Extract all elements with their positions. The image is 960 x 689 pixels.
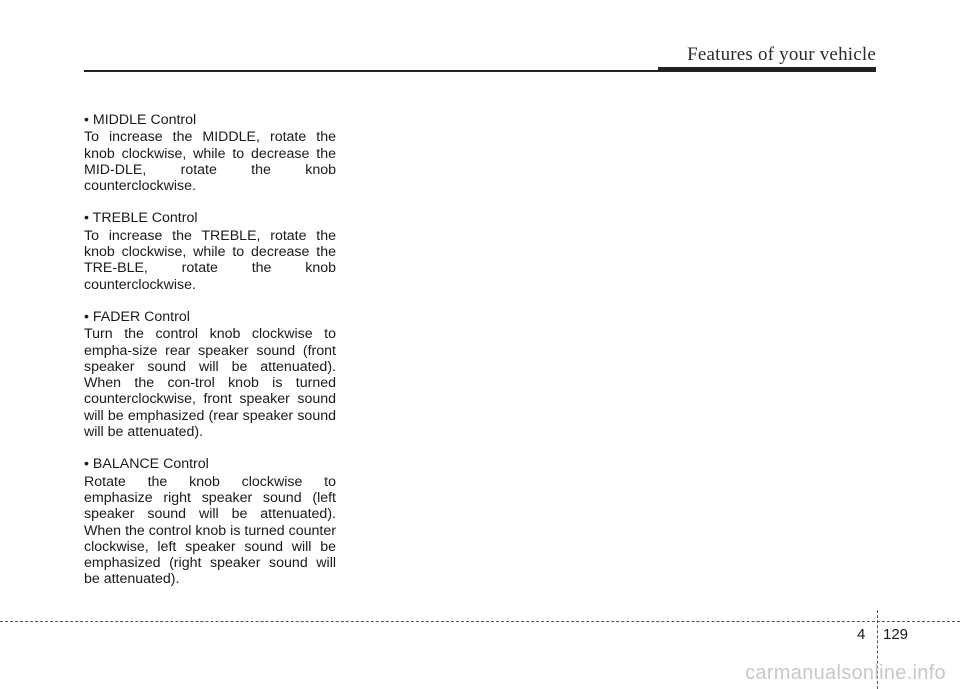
section-heading: • TREBLE Control [84,210,198,227]
section-treble-control [84,210,336,292]
section-fader-control [84,309,336,440]
section-heading: • FADER Control [84,308,190,325]
footer-divider [0,621,960,622]
section-body: To increase the TREBLE, rotate the knob clockwise, while to decrease the TRE-BLE, rotate the knob counterclockwise. [84,227,336,293]
section-body: To increase the MIDDLE, rotate the knob clockwise, while to decrease the MID-DLE, rotate the knob counterclockwise. [84,129,336,195]
section-body: Rotate the knob clockwise to emphasize right speaker sound (left speaker sound will be attenuated). When the control knob is turned counter clockwise, left speaker sound will be emphasized (right speaker sound will be attenuated). [84,473,336,588]
section-heading: • BALANCE Control [84,456,209,473]
section-middle-control [84,112,336,194]
section-heading: • MIDDLE Control [84,112,197,128]
page-number: 129 [883,626,909,643]
watermark: carmanualsonline.info [745,662,946,684]
header-rule-accent [658,67,876,72]
chapter-number: 4 [857,626,866,643]
section-balance-control [84,456,336,587]
main-content [84,112,336,604]
page-header-title: Features of your vehicle [687,44,876,65]
section-body: Turn the control knob clockwise to empha-size rear speaker sound (front speaker sound will be attenuated). When the con-trol knob is turned counterclockwise, front speaker sound will be emphasized (rear speaker sound will be attenuated). [84,326,336,441]
